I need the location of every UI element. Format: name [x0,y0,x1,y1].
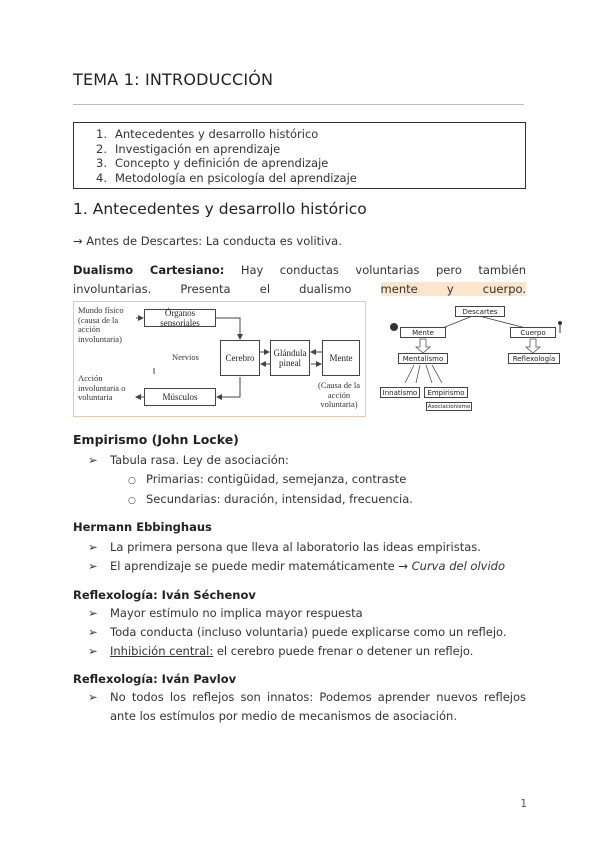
glandula-box: Glándula pineal [270,340,310,376]
toc-num: 2. [96,141,107,156]
empirismo-node: Empirismo [424,387,468,398]
list-item: ○ Primarias: contigüidad, semejanza, contraste [128,472,407,486]
curva-olvido-text: Curva del olvido [411,559,505,573]
person-icon [558,321,562,325]
mente-node: Mente [400,327,446,338]
bullet-icon: ➢ [88,559,98,573]
list-item: ➢ Tabula rasa. Ley de asociación: [88,453,289,467]
title-divider [73,104,524,105]
bullet-icon: ➢ [88,606,98,620]
toc-text: Investigación en aprendizaje [115,141,281,156]
dualismo-text: involuntarias. Presenta el dualismo [73,282,352,296]
list-item: ➢ El aprendizaje se puede medir matemáticamente → Curva del olvido [88,559,505,573]
list-item: ➢ La primera persona que lleva al laboratorio las ideas empiristas. [88,540,481,554]
pavlov-line1: No todos los reflejos son innatos: Podemos aprender nuevos reflejos [110,690,526,704]
mentalismo-node: Mentalismo [398,353,448,364]
pavlov-heading: Reflexología: Iván Pavlov [73,672,237,686]
toc-text: Metodología en psicología del aprendizaje [115,170,357,185]
list-item: ➢ Toda conducta (incluso voluntaria) puede explicarse como un reflejo. [88,625,507,639]
pavlov-line2: ante los estímulos por medio de mecanismos de asociación. [110,709,457,723]
sechenov-heading: Reflexología: Iván Séchenov [73,588,256,602]
page-number: 1 [520,798,527,810]
arrow [217,377,240,397]
toc-text: Antecedentes y desarrollo histórico [115,127,319,141]
list-item [88,690,110,704]
descartes-diagram [73,301,366,417]
asociacionismo-node: Asociacionismo [427,403,471,410]
arrow [216,318,240,339]
sub-bullet-icon: ○ [128,496,136,506]
section-heading: 1. Antecedentes y desarrollo histórico [73,200,367,218]
list-item: ➢ Inhibición central: el cerebro puede frenar o detener un reflejo. [88,644,474,658]
dualismo-line2 [73,280,526,299]
ebbinghaus-heading: Hermann Ebbinghaus [73,520,212,534]
bullet-icon: ➢ [88,644,98,658]
mente-box: Mente [322,340,360,376]
list-item: ➢ Mayor estímulo no implica mayor respuesta [88,606,363,620]
bullet-icon: ➢ [88,453,98,467]
highlight-mente-cuerpo: mente y cuerpo. [380,282,526,296]
dualismo-line1 [73,261,526,280]
inhibicion-central-text: Inhibición central: [110,644,214,658]
toc-item [96,142,525,157]
empirismo-heading: Empirismo (John Locke) [73,432,239,447]
cuerpo-node: Cuerpo [510,327,556,338]
bullet-icon: ➢ [88,625,98,639]
toc-num: 3. [96,156,107,170]
toc-text: Concepto y definición de aprendizaje [115,156,329,170]
toc-item [96,171,525,186]
list-item: ○ Secundarias: duración, intensidad, frecuencia. [128,492,413,506]
dualismo-label: Dualismo Cartesiano: [73,263,225,277]
accion-label: Acción involuntaria o voluntaria [78,373,126,402]
bullet-icon: ➢ [88,540,98,554]
brain-icon [390,323,398,331]
descartes-box: Descartes [455,306,505,317]
descartes-concept-map [380,303,570,415]
causa-label: (Causa de la acción voluntaria) [317,380,360,409]
before-descartes-text: → Antes de Descartes: La conducta es volitiva. [73,234,342,248]
dualismo-text: Hay conductas voluntarias pero también [224,263,526,277]
sub-bullet-icon: ○ [128,476,136,486]
musculos-box: Músculos [144,388,216,406]
toc-num: 1. [96,127,107,141]
nervios-label: Nervios [172,352,199,362]
cerebro-box: Cerebro [220,340,260,376]
toc-item [96,156,525,171]
table-of-contents [73,122,526,189]
organos-box: Órganos sensoriales [144,309,216,327]
toc-item [96,127,525,142]
innatismo-node: Innatismo [380,387,420,398]
mundo-label: Mundo físico (causa de la acción involuntaria) [78,305,124,344]
bullet-icon: ➢ [88,690,98,704]
toc-num: 4. [96,170,107,185]
reflexologia-node: Reflexología [508,353,560,364]
diagram-arrows [74,302,365,416]
page-title: TEMA 1: INTRODUCCIÓN [73,70,274,89]
